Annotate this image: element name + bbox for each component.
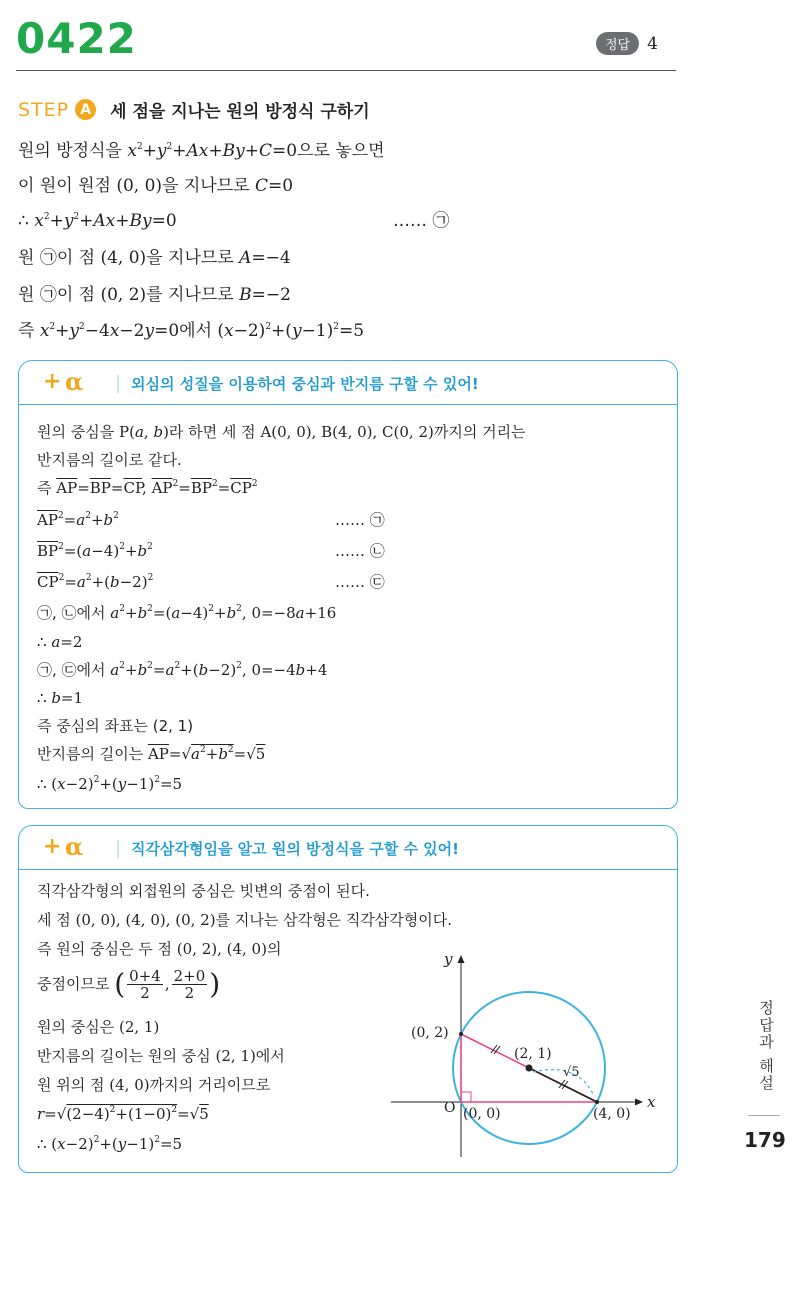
circle-figure [381, 942, 661, 1167]
origin-label: O [444, 1100, 456, 1116]
box1-line-6: $\overline{CP}^2=a^2+(b-2)^2$ …… ㉢ [37, 573, 385, 591]
header-bar [117, 375, 119, 393]
header-divider [16, 70, 676, 71]
answer-value: 4 [647, 33, 658, 54]
answer [596, 32, 658, 55]
solution-line-3: ∴ $x^2+y^2+Ax+By=0$ …… ㉠ [18, 211, 450, 231]
step-heading [18, 97, 370, 122]
box1-line-9: ㉠, ㉢에서 $a^2+b^2=a^2+(b-2)^2$, 0=−4b+4 [37, 661, 328, 679]
tip-box-1-body [18, 404, 678, 809]
plus-icon: + [43, 834, 62, 859]
box2-line-3: 즉 원의 중심은 두 점 (0, 2), (4, 0)의 [37, 940, 282, 958]
point-40 [595, 1100, 599, 1104]
y-axis-label: y [444, 950, 453, 968]
header-bar [117, 840, 119, 858]
box2-line-1: 직각삼각형의 외접원의 중심은 빗변의 중점이 된다. [37, 882, 370, 900]
center-point [526, 1065, 533, 1072]
box1-line-1: 원의 중심을 P(a, b)라 하면 세 점 A(0, 0), B(4, 0), C(0, 2)까지의 거리는 [37, 423, 526, 441]
box1-line-5: $\overline{BP}^2=(a-4)^2+b^2$ …… ㉡ [37, 542, 385, 560]
point-02-label: (0, 2) [411, 1025, 449, 1041]
box1-line-7: ㉠, ㉡에서 $a^2+b^2=(a-4)^2+b^2$, 0=−8a+16 [37, 604, 337, 622]
step-circle: A [75, 99, 96, 120]
radius-label: √5 [563, 1065, 580, 1080]
solution-line-2: 이 원이 원점 (0, 0)을 지나므로 C=0 [18, 176, 294, 196]
step-title: 세 점을 지나는 원의 방정식 구하기 [110, 102, 370, 122]
box2-line-6: 반지름의 길이는 원의 중심 (2, 1)에서 [37, 1047, 285, 1065]
box2-line-4: 중점이므로 ( $\frac{0+4}{2}$ , $\frac{2+0}{2}$ ) [37, 967, 221, 1002]
box2-line-5: 원의 중심은 (2, 1) [37, 1018, 160, 1036]
alpha-icon: α [65, 367, 84, 396]
tip-box-1-header [18, 360, 678, 405]
alpha-icon: α [65, 832, 84, 861]
box1-line-4: $\overline{AP}^2=a^2+b^2$ …… ㉠ [37, 511, 385, 529]
x-axis-arrow [635, 1099, 643, 1106]
plus-icon: + [43, 369, 62, 394]
solution-line-4: 원 ㉠이 점 (4, 0)을 지나므로 A=−4 [18, 248, 291, 268]
box1-line-8: ∴ a=2 [37, 633, 83, 651]
x-axis-label: x [647, 1093, 656, 1111]
box2-line-2: 세 점 (0, 0), (4, 0), (0, 2)를 지나는 삼각형은 직각삼각형이다. [37, 911, 453, 929]
box1-line-2: 반지름의 길이로 같다. [37, 451, 182, 469]
solution-line-1: 원의 방정식을 $x^2+y^2+Ax+By+C=0$으로 놓으면 [18, 141, 385, 161]
box1-line-11: 즉 중심의 좌표는 (2, 1) [37, 717, 194, 735]
box2-line-8: $r=√(2-4)^2+(1-0)^2=√5$ [37, 1105, 209, 1123]
center-label: (2, 1) [514, 1046, 552, 1062]
answer-badge: 정답 [596, 32, 639, 55]
tip-box-2-title: 직각삼각형임을 알고 원의 방정식을 구할 수 있어! [131, 840, 459, 858]
right-angle-mark [461, 1092, 471, 1102]
y-axis-arrow [458, 955, 465, 963]
tip-box-2-body [18, 869, 678, 1173]
point-00-label: (0, 0) [463, 1106, 501, 1122]
equation-tag-1: …… ㉠ [393, 211, 450, 231]
solution-line-6: 즉 $x^2+y^2-4x-2y=0$에서 $(x-2)^2+(y-1)^2=5$ [18, 321, 365, 341]
box1-line-12: 반지름의 길이는 $\overline{AP}=√a^2+b^2=√5$ [37, 745, 266, 763]
step-tag: STEP [18, 98, 70, 121]
section-label: 정답과 해설 [757, 1000, 775, 1092]
solution-line-5: 원 ㉠이 점 (0, 2)를 지나므로 B=−2 [18, 285, 291, 305]
sidebar-divider [748, 1115, 780, 1116]
problem-number: 0422 [16, 14, 137, 63]
box1-line-10: ∴ b=1 [37, 689, 84, 707]
box2-line-9: ∴ $(x-2)^2+(y-1)^2=5$ [37, 1135, 183, 1153]
page-number: 179 [744, 1128, 786, 1152]
box1-line-13: ∴ $(x-2)^2+(y-1)^2=5$ [37, 775, 183, 793]
point-40-label: (4, 0) [593, 1106, 631, 1122]
box1-line-3: 즉 $\overline{AP}=\overline{BP}=\overline{CP}$, $\overline{AP}^2=\overline{BP}^2=\overline{CP}^2$ [37, 479, 258, 497]
tip-box-2-header [18, 825, 678, 870]
tip-box-1-title: 외심의 성질을 이용하여 중심과 반지름 구할 수 있어! [131, 375, 479, 393]
point-02 [459, 1032, 463, 1036]
box2-line-7: 원 위의 점 (4, 0)까지의 거리이므로 [37, 1076, 271, 1094]
